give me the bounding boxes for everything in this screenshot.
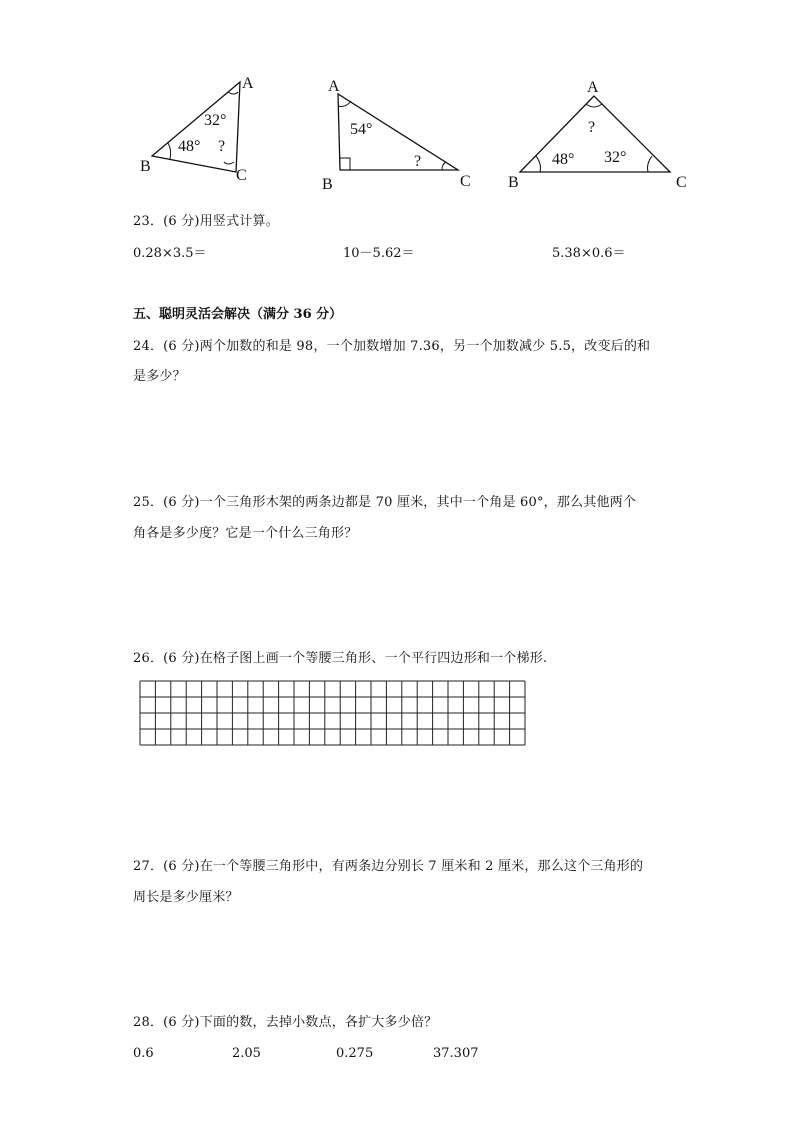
triangle-figure-1 (130, 70, 270, 190)
angle-c-value: ? (414, 153, 422, 170)
angle-a-value: 54° (350, 121, 373, 138)
vertex-a-label: A (587, 79, 599, 96)
grid-paper (139, 680, 529, 748)
vertex-c-label: C (236, 167, 247, 184)
question-23-title: 23．(6 分)用竖式计算。 (133, 214, 279, 229)
number-item-2: 2.05 (232, 1046, 261, 1061)
section-5-title: 五、聪明灵活会解决（满分 36 分） (133, 307, 343, 322)
vertex-b-label: B (508, 174, 519, 191)
angle-a-value: 32° (204, 112, 227, 129)
question-27-line2: 周长是多少厘米？ (133, 890, 239, 905)
triangle-figure-3 (500, 72, 700, 192)
vertex-b-label: B (322, 176, 333, 193)
angle-b-value: 48° (178, 138, 201, 155)
calc-item-2: 10－5.62＝ (343, 246, 415, 261)
vertex-a-label: A (328, 78, 340, 95)
triangle-figure-2 (318, 72, 488, 197)
angle-c-value: 32° (604, 149, 627, 166)
question-24-line1: 24．(6 分)两个加数的和是 98，一个加数增加 7.36，另一个加数减少 5.5，改变后的和 (133, 339, 651, 354)
number-item-3: 0.275 (336, 1046, 374, 1061)
calc-item-3: 5.38×0.6＝ (552, 246, 626, 261)
question-24-line2: 是多少？ (133, 369, 186, 384)
number-item-4: 37.307 (433, 1046, 479, 1061)
vertex-c-label: C (460, 173, 471, 190)
angle-a-value: ? (588, 119, 596, 136)
calc-item-1: 0.28×3.5＝ (133, 246, 207, 261)
angle-b-value: 48° (552, 151, 575, 168)
vertex-b-label: B (140, 158, 151, 175)
question-26-line1: 26．(6 分)在格子图上画一个等腰三角形、一个平行四边形和一个梯形. (133, 651, 548, 666)
number-item-1: 0.6 (133, 1046, 154, 1061)
question-25-line2: 角各是多少度？它是一个什么三角形？ (133, 526, 358, 541)
question-28-line1: 28．(6 分)下面的数，去掉小数点，各扩大多少倍？ (133, 1015, 438, 1030)
vertex-a-label: A (242, 75, 254, 92)
angle-c-value: ? (218, 138, 226, 155)
question-27-line1: 27．(6 分)在一个等腰三角形中，有两条边分别长 7 厘米和 2 厘米，那么这个三角形的 (133, 859, 644, 874)
vertex-c-label: C (676, 174, 687, 191)
question-25-line1: 25．(6 分)一个三角形木架的两条边都是 70 厘米，其中一个角是 60°，那么其他两个 (133, 495, 637, 510)
